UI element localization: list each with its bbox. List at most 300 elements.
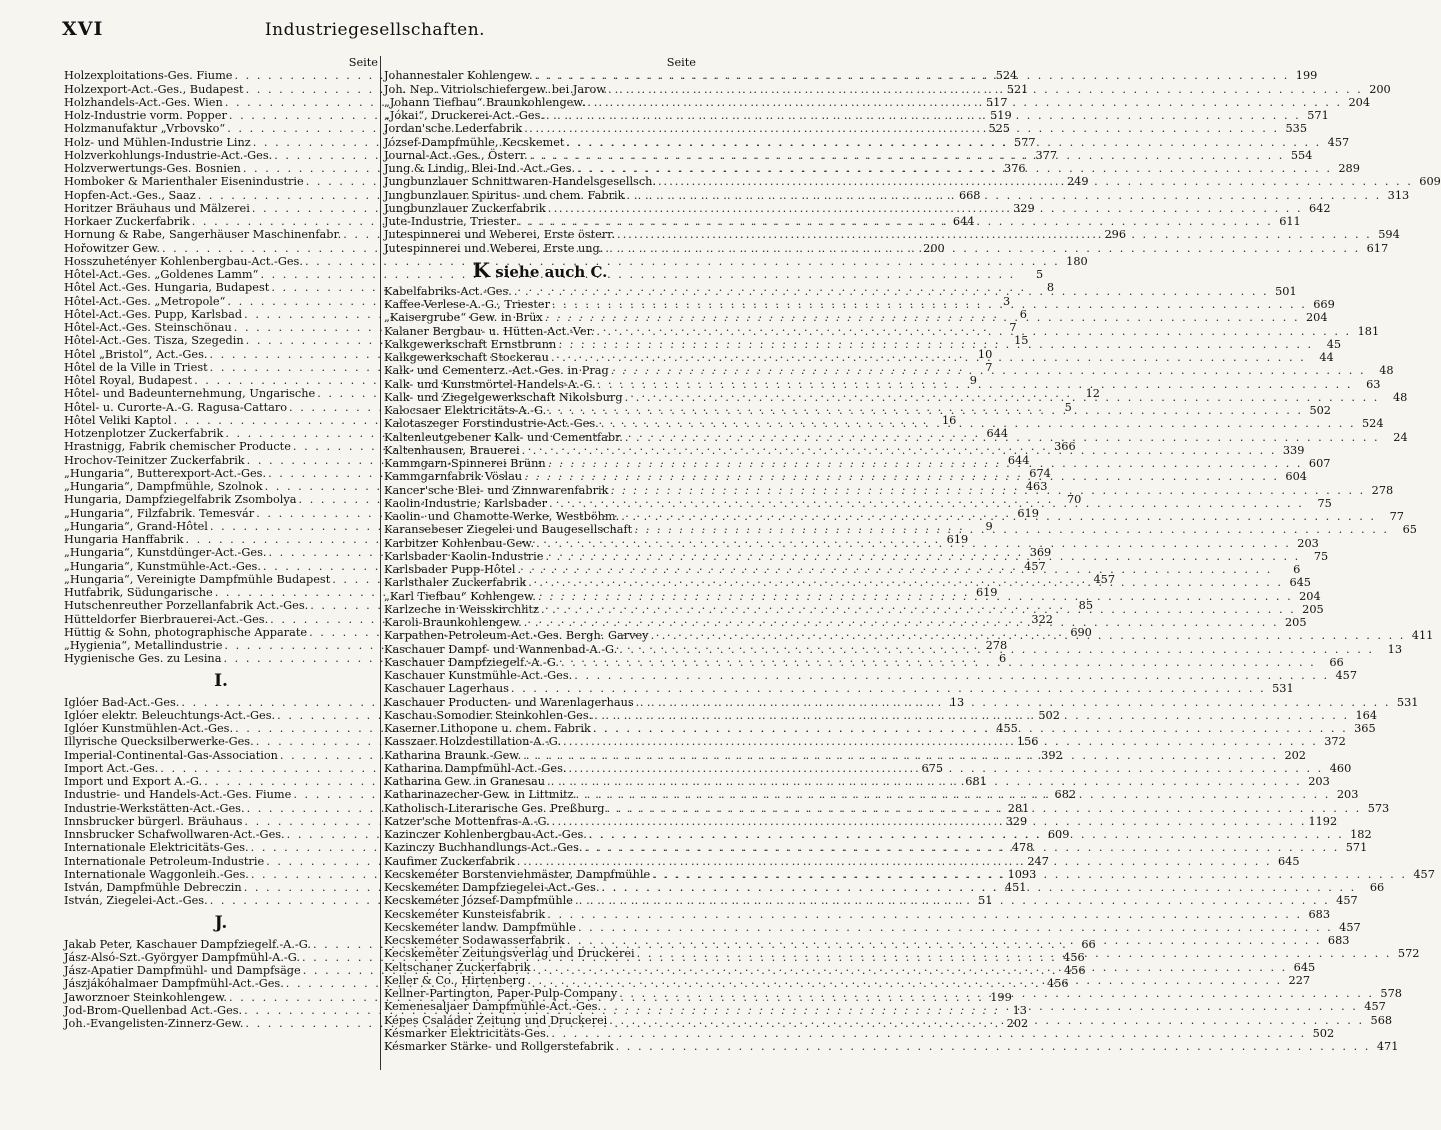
entry-page: 249 bbox=[1066, 175, 1089, 189]
entry-page: 296 bbox=[1104, 228, 1127, 242]
leader-dots bbox=[599, 417, 1358, 430]
entry-page: 313 bbox=[1387, 188, 1410, 202]
entry-page: 531 bbox=[1396, 695, 1419, 709]
index-entry bbox=[384, 324, 1380, 338]
entry-page: 9 bbox=[985, 519, 993, 533]
entry-name: Kalkgewerkschaft Ernstbrunn bbox=[384, 337, 557, 351]
entry-name: Karlzeche in Weisskirchlitz bbox=[384, 602, 539, 616]
entry-name: Kaolin- und Chamotte-Werke, Westböhm. bbox=[384, 510, 620, 523]
entry-page: 9 bbox=[969, 374, 977, 387]
entry-name: Jod-Brom-Quellenbad Act.-Ges. bbox=[64, 1003, 243, 1017]
entry-page: 15 bbox=[1014, 334, 1029, 348]
leader-dots bbox=[632, 523, 1391, 536]
page-header bbox=[62, 18, 688, 44]
leader-dots bbox=[596, 378, 1355, 391]
entry-name: Horitzer Bräuhaus und Mälzerei bbox=[64, 201, 250, 215]
entry-page: 690 bbox=[1070, 625, 1092, 639]
leader-dots bbox=[606, 83, 1365, 96]
entry-page: 460 bbox=[1329, 761, 1352, 775]
leader-dots bbox=[546, 202, 1305, 215]
index-entry bbox=[384, 907, 1331, 921]
entry-page: 463 bbox=[1025, 480, 1048, 493]
entry-page: 278 bbox=[1371, 483, 1394, 497]
index-entry bbox=[384, 523, 1417, 537]
entry-page: 501 bbox=[1275, 284, 1297, 298]
entry-page: 609 bbox=[1047, 828, 1070, 841]
section-heading-i: I. bbox=[214, 670, 228, 691]
leader-dots bbox=[594, 325, 1353, 338]
entry-page: 182 bbox=[1350, 828, 1372, 841]
entry-page: 644 bbox=[952, 215, 975, 228]
index-entry bbox=[384, 1040, 1399, 1053]
entry-page: 13 bbox=[949, 695, 965, 709]
entry-name: Hygienische Ges. zu Lesina bbox=[64, 652, 222, 666]
entry-name: Kammgarnfabrik Vöslau bbox=[384, 470, 523, 484]
entry-page: 180 bbox=[1066, 254, 1088, 268]
entry-name: Joh. Nep. Vitriolschiefergew. bei Jarow bbox=[384, 82, 606, 96]
leader-dots bbox=[604, 802, 1363, 815]
entry-name: Innsbrucker bürgerl. Bräuhaus bbox=[64, 814, 243, 828]
entry-page: 369 bbox=[1029, 546, 1052, 560]
entry-page: 478 bbox=[1011, 841, 1034, 855]
index-entry bbox=[384, 669, 1358, 682]
entry-name: Kaschauer Lagerhaus bbox=[384, 682, 509, 696]
entry-name: Kecskeméter József-Dampfmühle bbox=[384, 894, 573, 908]
leader-dots bbox=[509, 682, 1268, 695]
entry-name: „Hungaria“, Grand-Hôtel bbox=[64, 519, 208, 533]
entry-name: Hosszuhetényer Kohlenbergbau-Act.-Ges. bbox=[64, 254, 303, 268]
entry-name: Hôtel „Bristol“, Act.-Ges. bbox=[64, 347, 208, 361]
entry-page: 1093 bbox=[1007, 867, 1037, 881]
entry-name: Jungbunzlauer Spiritus- und chem. Fabrik bbox=[384, 188, 625, 202]
leader-dots bbox=[576, 921, 1335, 934]
entry-page: 75 bbox=[1317, 496, 1332, 510]
index-entry bbox=[384, 1026, 1335, 1040]
leader-dots bbox=[550, 298, 1309, 311]
entry-name: Hôtel de la Ville in Triest bbox=[64, 360, 208, 374]
leader-dots bbox=[522, 470, 1281, 483]
entry-page: 339 bbox=[1282, 443, 1305, 457]
entry-page: 457 bbox=[1335, 669, 1358, 682]
index-entry bbox=[384, 682, 1294, 696]
leader-dots bbox=[522, 122, 1281, 135]
entry-page: 85 bbox=[1078, 599, 1094, 613]
entry-page: 682 bbox=[1054, 788, 1077, 802]
section-k-note: siehe auch C. bbox=[495, 262, 608, 281]
index-entry bbox=[384, 311, 1328, 325]
entry-page: 12 bbox=[1085, 387, 1100, 401]
entry-name: Katharina Gew. in Granesau bbox=[384, 775, 545, 788]
entry-page: 51 bbox=[978, 894, 993, 908]
entry-name: Jung & Lindig, Blei-Ind.-Act.-Ges. bbox=[384, 162, 576, 175]
entry-page: 451 bbox=[1004, 881, 1027, 894]
section-heading-j: J. bbox=[214, 912, 228, 933]
leader-dots bbox=[599, 881, 1358, 894]
leader-dots bbox=[565, 934, 1324, 947]
entry-page: 281 bbox=[1007, 801, 1030, 815]
entry-name: Katharina Dampfmühl-Act.-Ges. bbox=[384, 761, 567, 775]
leader-dots bbox=[536, 590, 1295, 603]
leader-dots bbox=[525, 974, 1284, 987]
entry-name: Kabelfabriks-Act.-Ges. bbox=[384, 284, 512, 298]
index-entry bbox=[384, 404, 1331, 417]
leader-dots bbox=[572, 669, 1331, 682]
entry-page: 205 bbox=[1302, 602, 1324, 616]
entry-page: 457 bbox=[1339, 920, 1361, 934]
entry-page: 329 bbox=[1005, 814, 1028, 828]
entry-name: Jaworznoer Steinkohlengew. bbox=[64, 990, 228, 1004]
entry-name: Jutespinnerei und Weberei, Erste österr. bbox=[384, 228, 615, 242]
entry-name: Kemenesaljaer Dampfmühle-Act.-Ges. bbox=[384, 1000, 602, 1014]
entry-page: 571 bbox=[1345, 841, 1368, 855]
entry-name: Jakab Peter, Kaschauer Dampfziegelf.-A.-G. bbox=[64, 937, 311, 951]
entry-name: „Kaisergrube“ Gew. in Brüx bbox=[384, 311, 543, 325]
entry-page: 202 bbox=[1006, 1017, 1029, 1030]
entry-page: 13 bbox=[1012, 1003, 1027, 1017]
entry-name: Holzmanufaktur „Vrbovsko“ bbox=[64, 122, 226, 136]
entry-name: Hutschenreuther Porzellanfabrik Act.-Ges. bbox=[64, 599, 309, 613]
entry-page: 44 bbox=[1319, 351, 1334, 364]
leader-dots bbox=[603, 242, 1362, 255]
entry-name: Karlsthaler Zuckerfabrik bbox=[384, 576, 527, 590]
entry-name: Holzhandels-Act.-Ges. Wien bbox=[64, 95, 223, 109]
entry-page: 457 bbox=[1413, 867, 1435, 881]
entry-page: 531 bbox=[1272, 682, 1294, 696]
entry-name: Késmarker Elektricitäts-Ges. bbox=[384, 1026, 550, 1040]
entry-page: 48 bbox=[1379, 364, 1394, 378]
entry-page: 674 bbox=[1029, 466, 1051, 480]
entry-name: Internationale Petroleum-Industrie bbox=[64, 854, 265, 868]
index-entry bbox=[384, 364, 1394, 378]
entry-name: Kaschauer Dampfziegelf.-A.-G. bbox=[384, 655, 559, 669]
leader-dots bbox=[561, 735, 1320, 748]
entry-name: Katholisch-Literarische Ges. Preßburg bbox=[384, 801, 605, 815]
entry-name: Katzer'sche Mottenfras-A.-G. bbox=[384, 814, 550, 828]
leader-dots bbox=[544, 109, 1303, 122]
entry-name: Kammgarn-Spinnerei Brünn bbox=[384, 457, 546, 470]
entry-name: Jutespinnerei und Weberei, Erste ung. bbox=[384, 241, 604, 255]
entry-name: Kellner-Partington, Paper-Pulp-Company bbox=[384, 987, 618, 1000]
entry-page: 8 bbox=[1046, 281, 1055, 295]
entry-name: Hôtel-Act.-Ges. Pupp, Karlsbad bbox=[64, 307, 243, 321]
entry-name: Internationale Elektricitäts-Ges. bbox=[64, 841, 249, 855]
entry-name: „Hungaria“, Butterexport-Act.-Ges. bbox=[64, 466, 267, 480]
leader-dots bbox=[601, 1000, 1360, 1013]
entry-name: Jászjákóhalmaer Dampfmühl-Act.-Ges. bbox=[64, 977, 284, 991]
entry-name: Iglóer Bad-Act.-Ges. bbox=[64, 695, 180, 709]
entry-name: Kaschauer Dampf- und Wannenbad-A.-G. bbox=[384, 642, 618, 656]
entry-page: 611 bbox=[1279, 215, 1301, 228]
leader-dots bbox=[515, 855, 1274, 868]
entry-name: Kecskeméter Borstenviehmäster, Dampfmühle bbox=[384, 867, 651, 881]
entry-name: Holzverwertungs-Ges. Bosnien bbox=[64, 162, 241, 175]
entry-page: 457 bbox=[1364, 1000, 1386, 1014]
leader-dots bbox=[649, 629, 1408, 642]
index-entry bbox=[384, 284, 1297, 298]
leader-dots bbox=[583, 841, 1342, 854]
entry-name: Karoli-Braunkohlengew. bbox=[384, 616, 522, 629]
entry-name: Iglóer Kunstmühlen-Act.-Ges. bbox=[64, 722, 234, 735]
entry-name: Kaolin-Industrie, Karlsbader bbox=[384, 496, 548, 510]
leader-dots bbox=[539, 603, 1298, 616]
entry-name: Kecskeméter Kunsteisfabrik bbox=[384, 907, 546, 921]
entry-name: Kaschauer Kunstmühle-Act.-Ges. bbox=[384, 669, 573, 682]
page-title: Industriegesellschaften. bbox=[264, 20, 486, 40]
entry-page: 681 bbox=[965, 775, 987, 788]
leader-dots bbox=[528, 149, 1287, 162]
entry-name: Johannestaler Kohlengew. bbox=[384, 69, 533, 83]
entry-name: István, Ziegelei-Act.-Ges. bbox=[64, 894, 208, 908]
entry-page: 77 bbox=[1389, 510, 1404, 523]
leader-dots bbox=[614, 1040, 1373, 1053]
entry-page: 16 bbox=[941, 413, 957, 427]
entry-name: Hořowitzer Gew. bbox=[64, 241, 160, 255]
entry-name: Horkaer Zuckerfabrik bbox=[64, 215, 190, 228]
entry-name: Import und Export A.-G. bbox=[64, 775, 203, 788]
seite-label: Seite bbox=[348, 56, 378, 69]
entry-page: 3 bbox=[1002, 294, 1011, 308]
entry-name: Holz-Industrie vorm. Popper bbox=[64, 109, 227, 122]
entry-page: 45 bbox=[1326, 337, 1342, 351]
entry-page: 577 bbox=[1013, 135, 1036, 149]
entry-page: 63 bbox=[1366, 377, 1381, 391]
entry-page: 519 bbox=[990, 109, 1012, 122]
leader-dots bbox=[624, 189, 1383, 202]
entry-name: Hôtel- und Badeunternehmung, Ungarische bbox=[64, 387, 316, 401]
entry-name: Katharinazecher-Gew. in Littmitz bbox=[384, 788, 574, 802]
entry-page: 535 bbox=[1285, 122, 1308, 136]
leader-dots bbox=[608, 484, 1367, 497]
leader-dots bbox=[623, 431, 1382, 444]
page-number: XVI bbox=[62, 18, 104, 40]
entry-name: Katharina Braunk.-Gew. bbox=[384, 748, 522, 762]
entry-page: 204 bbox=[1305, 311, 1328, 325]
entry-name: Holz- und Mühlen-Industrie Linz bbox=[64, 135, 251, 149]
entry-page: 203 bbox=[1297, 536, 1319, 550]
entry-name: Karbitzer Kohlenbau-Gew. bbox=[384, 536, 535, 550]
entry-page: 456 bbox=[1063, 950, 1085, 964]
entry-name: Kecskeméter Dampfziegelei-Act.-Ges. bbox=[384, 881, 600, 894]
entry-name: Kalocsaer Elektricitäts-A.-G. bbox=[384, 404, 547, 417]
entry-name: Holzverkohlungs-Industrie-Act.-Ges. bbox=[64, 148, 273, 162]
leader-dots bbox=[574, 788, 1333, 801]
entry-page: 457 bbox=[1336, 894, 1358, 908]
index-entry bbox=[384, 655, 1344, 669]
section-heading-k bbox=[384, 255, 696, 281]
leader-dots bbox=[585, 96, 1344, 109]
entry-name: Keltschaner Zuckerfabrik bbox=[384, 960, 531, 974]
entry-page: 645 bbox=[1293, 960, 1316, 974]
index-entry bbox=[384, 298, 1335, 311]
entry-page: 619 bbox=[946, 533, 969, 546]
entry-name: Hungaria Hanffabrik bbox=[64, 533, 184, 546]
entry-page: 456 bbox=[1047, 977, 1069, 991]
leader-dots bbox=[623, 391, 1382, 404]
entry-name: Kecskeméter Zeitungsverlag und Druckerei bbox=[384, 947, 635, 961]
entry-name: Hôtel-Act.-Ges. Tisza, Szegedin bbox=[64, 334, 244, 348]
entry-page: 199 bbox=[990, 990, 1012, 1004]
entry-page: 203 bbox=[1336, 788, 1359, 802]
entry-page: 289 bbox=[1338, 162, 1360, 175]
leader-dots bbox=[609, 364, 1368, 377]
entry-name: Hôtel Royal, Budapest bbox=[64, 374, 193, 387]
entry-page: 365 bbox=[1354, 722, 1376, 735]
leader-dots bbox=[546, 457, 1305, 470]
entry-name: Iglóer elektr. Beleuchtungs-Act.-Ges. bbox=[64, 708, 276, 722]
entry-page: 200 bbox=[923, 241, 945, 255]
entry-name: Homboker & Marienthaler Eisenindustrie bbox=[64, 175, 304, 189]
entry-page: 675 bbox=[921, 761, 944, 775]
entry-page: 372 bbox=[1324, 735, 1346, 749]
leader-dots bbox=[550, 815, 1309, 828]
entry-page: 5 bbox=[1064, 400, 1072, 414]
entry-page: 227 bbox=[1288, 973, 1311, 987]
entry-page: 554 bbox=[1290, 148, 1313, 162]
entry-page: 278 bbox=[985, 639, 1008, 652]
entry-name: Joh.-Evangelisten-Zinnerz-Gew. bbox=[64, 1017, 244, 1030]
entry-name: Hôtel-Act.-Ges. „Metropole“ bbox=[64, 294, 226, 308]
entry-name: Internationale Waggonleih.-Ges. bbox=[64, 867, 249, 881]
entry-name: Kaschauer Producten- und Warenlagerhaus bbox=[384, 695, 634, 709]
entry-page: 568 bbox=[1370, 1013, 1393, 1027]
leader-dots bbox=[530, 961, 1289, 974]
entry-name: Kaltenhausen, Brauerei bbox=[384, 443, 520, 457]
entry-page: 644 bbox=[1007, 453, 1030, 467]
leader-dots bbox=[512, 285, 1271, 298]
entry-page: 10 bbox=[977, 347, 993, 361]
entry-name: Karlsbader Pupp-Hôtel bbox=[384, 563, 516, 576]
entry-page: 668 bbox=[958, 188, 981, 202]
entry-page: 571 bbox=[1307, 109, 1329, 122]
leader-dots bbox=[545, 775, 1304, 788]
entry-page: 66 bbox=[1329, 655, 1344, 669]
entry-name: Kalk- und Kunstmörtel-Handels-A.-G. bbox=[384, 377, 596, 391]
entry-name: „Hungaria“, Kunstmühle-Act.-Ges. bbox=[64, 559, 261, 573]
entry-page: 524 bbox=[1361, 417, 1384, 431]
entry-page: 13 bbox=[1387, 642, 1403, 656]
entry-page: 524 bbox=[995, 69, 1018, 83]
entry-page: 7 bbox=[985, 360, 993, 374]
entry-name: Jute-Industrie, Triester bbox=[384, 215, 516, 228]
leader-dots bbox=[549, 1027, 1308, 1040]
entry-page: 205 bbox=[1284, 616, 1307, 629]
entry-name: Kalotaszeger Forstindustrie-Act.-Ges. bbox=[384, 417, 599, 431]
entry-name: Kalk- und Ziegelgewerkschaft Nikolsburg bbox=[384, 390, 623, 404]
entry-page: 366 bbox=[1054, 440, 1076, 454]
leader-dots bbox=[617, 987, 1376, 1000]
entry-name: Hopfen-Act.-Ges., Saaz bbox=[64, 188, 196, 202]
entry-name: Kazinczer Kohlenbergbau-Act.-Ges. bbox=[384, 828, 587, 841]
entry-name: Kaufimer Zuckerfabrik bbox=[384, 854, 515, 868]
leader-dots bbox=[591, 722, 1350, 735]
entry-name: Imperial-Continental-Gas-Association bbox=[64, 748, 278, 762]
entry-page: 521 bbox=[1006, 82, 1029, 96]
entry-page: 247 bbox=[1027, 854, 1049, 868]
entry-page: 502 bbox=[1312, 1026, 1335, 1040]
entry-page: 199 bbox=[1295, 69, 1318, 83]
entry-name: Kaltenleutgebener Kalk- und Cementfabr. bbox=[384, 430, 623, 444]
leader-dots bbox=[619, 510, 1378, 523]
entry-name: Kancer'sche Blei- und Zinnwarenfabrik bbox=[384, 483, 609, 497]
entry-name: Innsbrucker Schafwollwaren-Act.-Ges. bbox=[64, 828, 285, 841]
leader-dots bbox=[575, 162, 1334, 175]
entry-name: Kalk- und Cementerz.-Act.-Ges. in Prag bbox=[384, 364, 609, 378]
entry-page: 6 bbox=[1019, 307, 1027, 321]
entry-name: Kasszaer Holzdestillation-A.-G. bbox=[384, 735, 562, 749]
entry-page: 203 bbox=[1308, 775, 1330, 788]
leader-dots bbox=[543, 311, 1302, 324]
entry-page: 377 bbox=[1035, 148, 1058, 162]
entry-page: 517 bbox=[985, 95, 1008, 109]
entry-name: Karpathen-Petroleum-Act.-Ges. Bergh. Garvey bbox=[384, 629, 649, 643]
entry-page: 156 bbox=[1016, 735, 1039, 749]
leader-dots bbox=[607, 1014, 1366, 1027]
leader-dots bbox=[526, 576, 1285, 589]
leader-dots bbox=[656, 175, 1415, 188]
leader-dots bbox=[533, 69, 1292, 82]
entry-page: 204 bbox=[1299, 589, 1321, 603]
entry-name: Industrie-Werkstätten-Act.-Ges. bbox=[64, 801, 245, 815]
entry-page: 456 bbox=[1063, 964, 1086, 977]
entry-name: József-Dampfmühle, Kecskemet bbox=[384, 135, 565, 149]
entry-page: 75 bbox=[1313, 549, 1329, 563]
entry-page: 24 bbox=[1393, 430, 1408, 444]
entry-page: 683 bbox=[1308, 907, 1331, 921]
entry-page: 642 bbox=[1308, 201, 1331, 215]
leader-dots bbox=[592, 709, 1351, 722]
entry-name: „Hungaria“, Kunstdünger-Act.-Ges. bbox=[64, 546, 267, 560]
entry-name: Jász-Alsó-Szt.-Györgyer Dampfmühl-A.-G. bbox=[64, 950, 300, 964]
entry-name: Hôtel-Act.-Ges. Steinschönau bbox=[64, 321, 232, 334]
entry-name: „Hygienia“, Metallindustrie bbox=[64, 639, 223, 652]
entry-name: Karansebeser Ziegelei und Baugesellschaft bbox=[384, 523, 633, 537]
entry-name: Hütteldorfer Bierbrauerei-Act.-Ges. bbox=[64, 612, 269, 626]
leader-dots bbox=[634, 696, 1393, 709]
leader-dots bbox=[516, 563, 1275, 576]
entry-page: 202 bbox=[1284, 748, 1306, 762]
entry-page: 411 bbox=[1411, 629, 1434, 643]
entry-page: 669 bbox=[1313, 298, 1335, 311]
leader-dots bbox=[566, 762, 1325, 775]
leader-dots bbox=[573, 894, 1332, 907]
leader-dots bbox=[520, 444, 1279, 457]
entry-name: Képes Családer Zeitung und Druckerei bbox=[384, 1013, 608, 1027]
entry-name: Kaffee-Verlese-A.-G., Triester bbox=[384, 298, 550, 311]
leader-dots bbox=[556, 338, 1315, 351]
entry-name: Jász-Apatier Dampfmühl- und Dampfsäge bbox=[64, 964, 301, 977]
entry-page: 455 bbox=[996, 722, 1018, 735]
entry-page: 645 bbox=[1289, 576, 1311, 590]
entry-page: 164 bbox=[1355, 708, 1378, 722]
entry-name: „Johann Tiefbau“ Braunkohlengew. bbox=[384, 95, 586, 109]
entry-name: Hôtel Act.-Ges. Hungaria, Budapest bbox=[64, 281, 270, 295]
entry-name: Hotzenplotzer Zuckerfabrik bbox=[64, 427, 224, 440]
entry-name: Hôtel-Act.-Ges. „Goldenes Lamm“ bbox=[64, 268, 259, 281]
entry-name: Hôtel- u. Curorte-A.-G. Ragusa-Cattaro bbox=[64, 400, 288, 414]
leader-dots bbox=[522, 616, 1281, 629]
entry-page: 609 bbox=[1419, 175, 1441, 189]
entry-name: Kazinczy Buchhandlungs-Act.-Ges. bbox=[384, 841, 583, 855]
entry-name: Jungbunzlauer Zuckerfabrik bbox=[384, 201, 546, 215]
entry-page: 502 bbox=[1038, 708, 1060, 722]
leader-dots bbox=[521, 749, 1280, 762]
entry-page: 204 bbox=[1348, 95, 1371, 109]
entry-page: 48 bbox=[1392, 390, 1408, 404]
entry-page: 329 bbox=[1013, 201, 1035, 215]
entry-name: Import Act.-Ges. bbox=[64, 761, 159, 775]
entry-name: Hutfabrik, Südungarische bbox=[64, 586, 213, 599]
index-entry bbox=[384, 920, 1361, 934]
